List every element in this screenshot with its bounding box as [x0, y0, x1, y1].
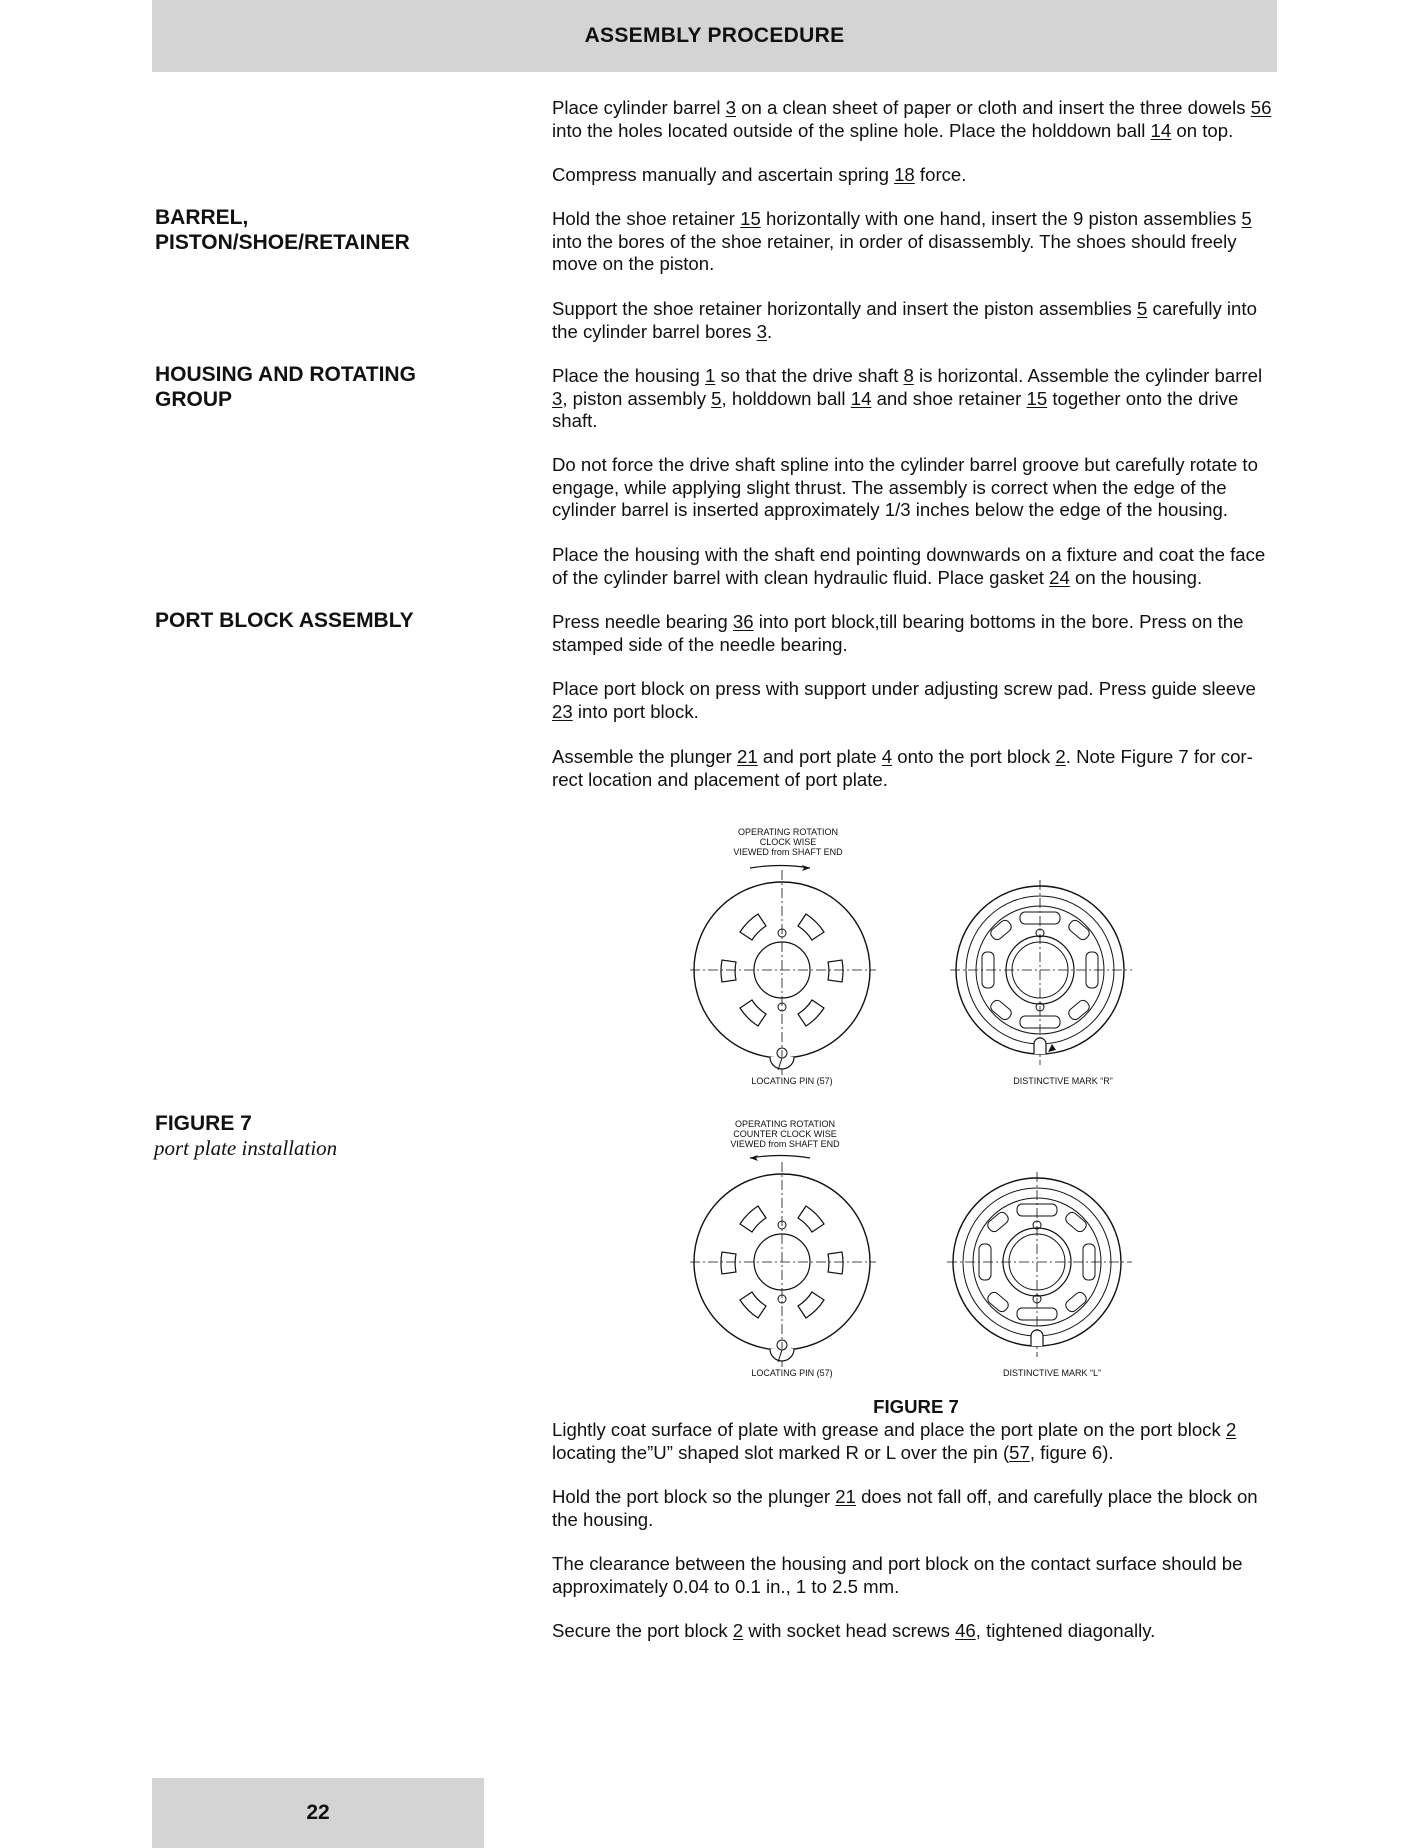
- heading-port-block: [155, 608, 485, 633]
- ccw-label-3: VIEWED from SHAFT END: [730, 1139, 840, 1149]
- paragraph-text: does not fall off, and carefully place the block on the housing.: [552, 1486, 1258, 1530]
- ccw-label-2: COUNTER CLOCK WISE: [733, 1129, 837, 1139]
- paragraph: [552, 544, 1280, 589]
- port-plate-figure: [680, 820, 1150, 1380]
- paragraph-text: horizontally with one hand, insert the 9 piston assemblies: [760, 208, 1242, 229]
- paragraph-text: on the housing.: [1069, 566, 1203, 588]
- paragraph-text: so that the drive shaft: [715, 365, 904, 386]
- paragraph-text: , tightened diagonally.: [975, 1620, 1156, 1641]
- cw-port-plate-drawing: [690, 827, 876, 1086]
- paragraph-text: together onto the drive shaft.: [552, 387, 1239, 431]
- part-reference: 57: [1009, 1441, 1030, 1463]
- paragraph-text: on a clean sheet of paper or cloth and insert the three dowels: [735, 97, 1251, 118]
- paragraph-text: Lightly coat surface of plate with grease and place the port plate on the port block: [552, 1419, 1226, 1440]
- mark-l-label: DISTINCTIVE MARK “L”: [1002, 1368, 1102, 1378]
- ccw-label-1: OPERATING ROTATION: [734, 1119, 836, 1129]
- part-reference: 56: [1250, 97, 1272, 118]
- paragraph: [552, 298, 1280, 343]
- paragraph-text: with socket head screws: [743, 1620, 956, 1641]
- ccw-locating-pin-label: LOCATING PIN (57): [751, 1368, 833, 1378]
- paragraph-text: Place the housing with the shaft end pointing downwards on a fixture and coat the face of the cylinder barrel with clean hydraulic fluid. Place gasket: [552, 544, 1266, 588]
- heading-barrel: [155, 205, 485, 255]
- paragraph: [552, 611, 1280, 656]
- paragraph: [552, 454, 1280, 522]
- ccw-port-plate-drawing: [690, 1119, 876, 1378]
- paragraph-text: . Note Figure 7 for cor-rect location and placement of port plate.: [552, 746, 1253, 790]
- header-bar: [152, 0, 1277, 72]
- part-reference: 3: [552, 387, 563, 409]
- paragraph: [552, 97, 1280, 142]
- heading-barrel-line2: PISTON/SHOE/RETAINER: [155, 231, 410, 254]
- footer-bar: [152, 1778, 484, 1848]
- heading-port-block-line: PORT BLOCK ASSEMBLY: [155, 609, 414, 632]
- paragraph-text: onto the port block: [892, 746, 1056, 767]
- part-reference: 21: [835, 1486, 856, 1507]
- mark-r-label: DISTINCTIVE MARK “R”: [1013, 1076, 1113, 1086]
- cw-locating-pin-label: LOCATING PIN (57): [751, 1076, 833, 1086]
- heading-housing: [155, 362, 485, 412]
- paragraph-text: Press needle bearing: [552, 611, 733, 632]
- part-reference: 24: [1049, 566, 1070, 588]
- part-reference: 5: [711, 387, 722, 409]
- figure-side-caption: port plate installation: [154, 1136, 338, 1160]
- cw-label-1: OPERATING ROTATION: [737, 827, 839, 837]
- paragraph-text: , piston assembly: [562, 387, 712, 409]
- part-reference: 3: [756, 320, 767, 342]
- part-reference: 23: [552, 700, 573, 722]
- paragraph-text: Hold the shoe retainer: [552, 208, 741, 229]
- part-reference: 8: [903, 365, 914, 386]
- paragraph-text: Secure the port block: [552, 1620, 733, 1641]
- part-reference: 5: [1241, 208, 1252, 229]
- paragraph-text: The clearance between the housing and port block on the contact surface should be approximately 0.04 to 0.1 in., 1 to 2.5 mm.: [552, 1553, 1243, 1597]
- paragraph-text: locating the”U” shaped slot marked R or L over the pin (: [552, 1441, 1010, 1463]
- paragraph: [552, 1620, 1280, 1643]
- page-number: 22: [306, 1801, 330, 1824]
- part-reference: 14: [1150, 119, 1172, 141]
- paragraph-text: into port block.: [572, 700, 699, 722]
- cw-port-block-drawing: [950, 880, 1132, 1086]
- heading-housing-line1: HOUSING AND ROTATING: [155, 363, 416, 386]
- part-reference: 3: [725, 97, 736, 118]
- part-reference: 2: [1225, 1419, 1237, 1440]
- paragraph: [552, 208, 1280, 276]
- paragraph-text: and shoe retainer: [871, 387, 1027, 409]
- paragraph-text: carefully into the cylinder barrel bores: [552, 298, 1257, 342]
- paragraph: [552, 1553, 1280, 1598]
- part-reference: 15: [740, 208, 761, 229]
- part-reference: 4: [881, 746, 893, 767]
- paragraph-text: Hold the port block so the plunger: [552, 1486, 836, 1507]
- page-header-title: ASSEMBLY PROCEDURE: [584, 24, 845, 47]
- part-reference: 5: [1137, 298, 1148, 319]
- paragraph-text: into the bores of the shoe retainer, in order of disassembly. The shoes should freely move on the piston.: [552, 230, 1237, 274]
- part-reference: 36: [732, 611, 754, 632]
- part-reference: 46: [955, 1620, 976, 1641]
- paragraph-text: Place cylinder barrel: [552, 97, 726, 118]
- paragraph-text: , holddown ball: [721, 387, 851, 409]
- part-reference: 2: [1055, 746, 1066, 767]
- heading-figure-line: FIGURE 7: [155, 1112, 252, 1135]
- part-reference: 18: [894, 164, 915, 185]
- cw-label-2: CLOCK WISE: [759, 837, 817, 847]
- heading-barrel-line1: BARREL,: [155, 206, 249, 229]
- paragraph-text: and port plate: [757, 746, 882, 767]
- part-reference: 15: [1026, 387, 1048, 409]
- paragraph-text: is horizontal. Assemble the cylinder barrel: [913, 365, 1263, 386]
- ccw-port-block-drawing: [947, 1172, 1132, 1378]
- paragraph-text: into the holes located outside of the spline hole. Place the holddown ball: [552, 119, 1151, 141]
- figure-caption: FIGURE 7: [873, 1396, 959, 1417]
- paragraph: [552, 1419, 1280, 1464]
- paragraph: [552, 1486, 1280, 1531]
- cw-label-3: VIEWED from SHAFT END: [733, 847, 843, 857]
- paragraph-text: .: [766, 320, 773, 342]
- part-reference: 2: [732, 1620, 744, 1641]
- part-reference: 1: [705, 365, 716, 386]
- part-reference: 14: [850, 387, 872, 409]
- paragraph: [552, 678, 1280, 723]
- paragraph-text: Support the shoe retainer horizontally and insert the piston assemblies: [552, 298, 1138, 319]
- paragraph-text: Place the housing: [552, 365, 705, 386]
- heading-housing-line2: GROUP: [155, 388, 233, 411]
- paragraph-text: into port block,till bearing bottoms in the bore. Press on the stamped side of the needle bearing.: [552, 611, 1244, 655]
- paragraph-text: Assemble the plunger: [552, 746, 738, 767]
- paragraph: [552, 164, 1280, 187]
- paragraph-text: , figure 6).: [1029, 1441, 1114, 1463]
- paragraph-text: on top.: [1171, 119, 1234, 141]
- paragraph: [552, 746, 1280, 791]
- paragraph-text: Do not force the drive shaft spline into the cylinder barrel groove but carefully rotate to engage, while applying slight thrust. The assembly is correct when the edge of the cylinder barrel is inserted approximately 1/3 inches below the edge of the housing.: [552, 454, 1258, 520]
- paragraph-text: Place port block on press with support under adjusting screw pad. Press guide sleeve: [552, 678, 1256, 699]
- paragraph: [552, 365, 1280, 433]
- paragraph-text: Compress manually and ascertain spring: [552, 164, 895, 185]
- heading-figure: [155, 1111, 485, 1136]
- part-reference: 21: [737, 746, 758, 767]
- paragraph-text: force.: [914, 164, 967, 185]
